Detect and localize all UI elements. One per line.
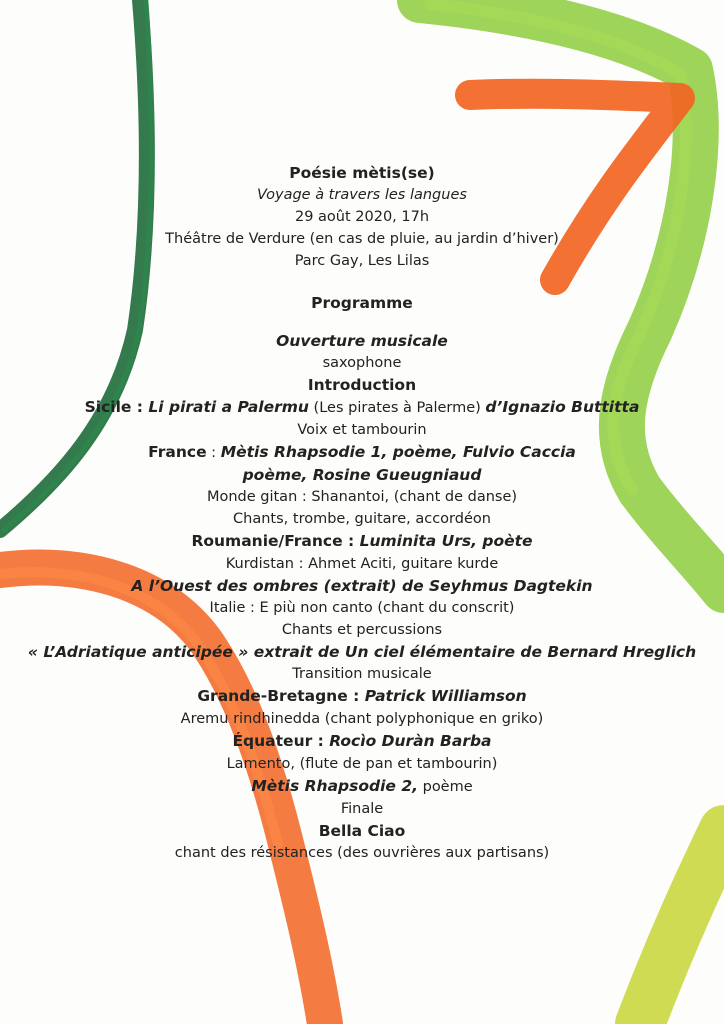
program-item: Chants et percussions [281,622,443,638]
work-title: Mètis Rhapsodie 1, poème, Fulvio Caccia [220,443,576,461]
separator: : [206,445,221,461]
program-item: Ouverture musicale [276,332,448,350]
program-item: Bella Ciao [318,822,406,840]
country-label: Roumanie/France : [191,532,360,550]
author-name: d’Ignazio Buttitta [485,398,640,416]
event-subtitle: Voyage à travers les langues [257,187,467,203]
work-title: Li pirati a Palermu [148,398,309,416]
work-title: Mètis Rhapsodie 2, [251,777,418,795]
program-text [0,162,724,864]
work-translation: (Les pirates à Palerme) [308,400,486,416]
program-item: Voix et tambourin [297,422,427,438]
program-item: chant des résistances (des ouvrières aux partisans) [174,845,550,861]
country-label: France [148,443,207,461]
program-item: poème, Rosine Gueugniaud [242,466,482,484]
country-label: Sicile : [84,398,149,416]
program-item: saxophone [322,355,402,371]
program-item: « L’Adriatique anticipée » extrait de Un ciel élémentaire de Bernard Hreglich [27,643,697,661]
programme-heading: Programme [311,294,413,312]
program-item: Monde gitan : Shanantoi, (chant de danse) [206,489,518,505]
country-label: Équateur : [232,732,330,750]
program-item: Transition musicale [292,666,432,682]
program-item-gb [0,685,724,708]
program-item: Finale [340,801,384,817]
program-item: Italie : E più non canto (chant du conscrit) [209,600,515,616]
event-date: 29 août 2020, 17h [294,209,430,225]
program-item: Introduction [307,376,417,394]
author-name: Patrick Williamson [364,687,527,705]
event-venue: Théâtre de Verdure (en cas de pluie, au jardin d’hiver) [165,231,559,247]
program-item-sicile [0,396,724,419]
event-location: Parc Gay, Les Lilas [294,253,430,269]
program-item: Lamento, (flute de pan et tambourin) [226,756,498,772]
country-label: Grande-Bretagne : [197,687,365,705]
program-item: Kurdistan : Ahmet Aciti, guitare kurde [225,556,499,572]
event-title: Poésie mètis(se) [289,164,435,182]
work-suffix: poème [418,779,473,795]
program-item-france [0,441,724,464]
author-name: Luminita Urs, poète [359,532,533,550]
program-item: Aremu rindhinedda (chant polyphonique en griko) [180,711,544,727]
program-item: A l’Ouest des ombres (extrait) de Seyhmus Dagtekin [131,577,593,595]
program-item: Chants, trombe, guitare, accordéon [233,511,491,527]
program-item-metis2 [0,775,724,798]
program-item-equateur [0,730,724,753]
author-name: Rocìo Duràn Barba [329,732,492,750]
program-item-roumanie [0,530,724,553]
